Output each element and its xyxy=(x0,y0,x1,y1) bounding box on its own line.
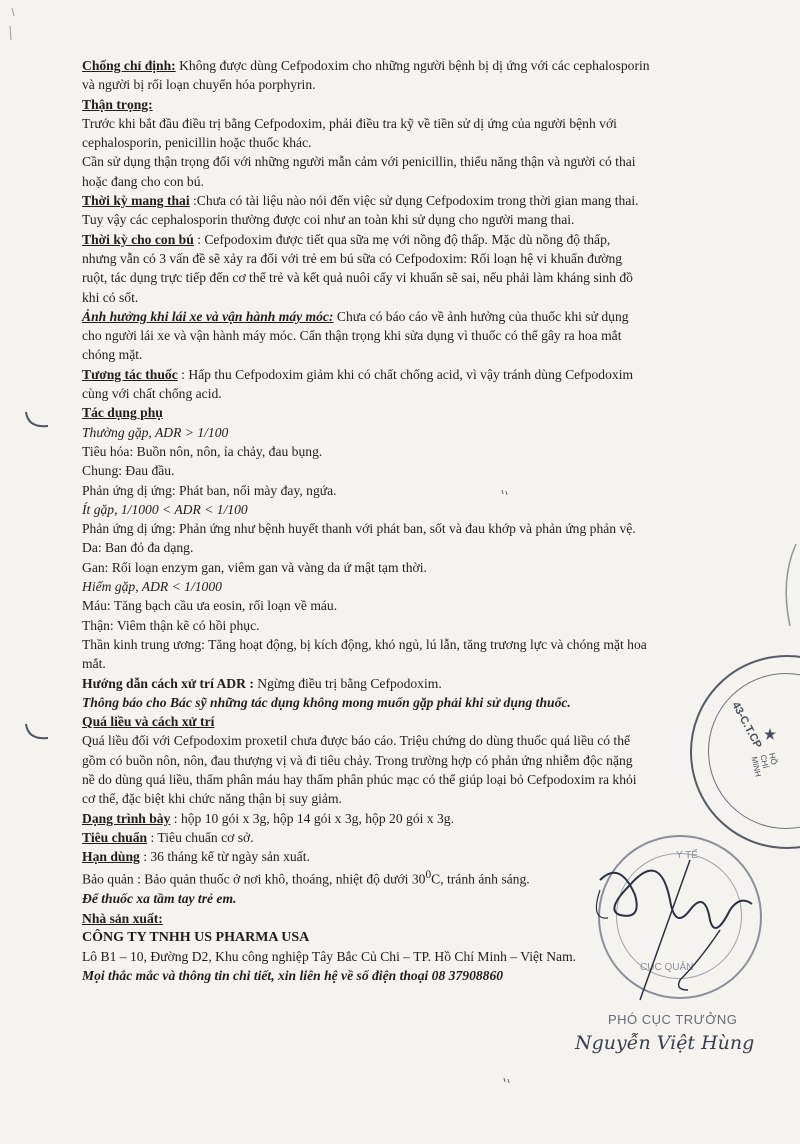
adr-section xyxy=(82,674,722,693)
interactions-line-2: cùng với chất chống acid. xyxy=(82,386,222,402)
adr-heading: Hướng dẫn cách xử trí ADR : xyxy=(82,675,254,691)
seal-star-icon xyxy=(764,728,776,740)
official-name: Nguyễn Việt Hùng xyxy=(575,1032,755,1054)
pregnancy-heading: Thời kỳ mang thai xyxy=(82,193,190,209)
side-effects-uncommon-item: Da: Ban đỏ đa dạng. xyxy=(82,540,194,556)
signature xyxy=(580,840,760,1010)
side-effects-common-label: Thường gặp, ADR > 1/100 xyxy=(82,424,229,440)
adr-text: Ngừng điều trị bằng Cefpodoxim. xyxy=(253,675,442,691)
precautions-line-1: Trước khi bắt đầu điều trị bằng Cefpodoxim, phải điều tra kỹ về tiền sử dị ứng của người bệnh với xyxy=(82,115,617,131)
contraindications-heading: Chống chỉ định: xyxy=(82,58,176,73)
storage-text-after: C, tránh ánh sáng. xyxy=(431,872,530,887)
contraindications-line-1: Không được dùng Cefpodoxim cho những người bệnh bị dị ứng với các cephalosporin xyxy=(175,58,650,73)
breastfeeding-line-2: nhưng vẫn có 3 vấn đề sẽ xảy ra đối với trẻ em bú sữa có Cefpodoxim: Rối loạn hệ vi khuẩn đường xyxy=(82,250,623,266)
side-effects-rare-item: Máu: Tăng bạch cầu ưa eosin, rối loạn về máu. xyxy=(82,598,338,614)
overdose-line-1: Quá liều đối với Cefpodoxim proxetil chưa được báo cáo. Triệu chứng do dùng thuốc quá liều có thể xyxy=(82,733,631,749)
scan-mark-left-upper xyxy=(22,408,52,434)
scan-mark-right-edge xyxy=(760,540,800,630)
side-effects-rare-item: Thần kinh trung ương: Tăng hoạt động, bị kích động, khó ngủ, lú lẫn, tăng trương lực và chóng mặt hoa xyxy=(82,636,647,652)
interactions-section xyxy=(82,365,722,384)
interactions-line-1: : Hấp thu Cefpodoxim giảm khi có chất chống acid, vì vậy tránh dùng Cefpodoxim xyxy=(177,366,634,382)
seal-city: HỒ CHÍ MINH xyxy=(749,752,779,778)
pregnancy-line-1: :Chưa có tài liệu nào nói đến việc sử dụng Cefpodoxim trong thời gian mang thai. xyxy=(189,193,639,209)
breastfeeding-line-1: : Cefpodoxim được tiết qua sữa mẹ với nồng độ thấp. Mặc dù nồng độ thấp, xyxy=(193,231,611,247)
driving-line-2: cho người lái xe và vận hành máy móc. Cẩn thận trọng khi sửa dụng vì thuốc có thể gây ra hoa mắt xyxy=(82,328,622,344)
contraindications-section xyxy=(82,56,722,75)
side-effects-uncommon-label: Ít gặp, 1/1000 < ADR < 1/100 xyxy=(82,501,248,517)
driving-line-1: Chưa có báo cáo về ảnh hưởng của thuốc khi sử dụng xyxy=(333,308,629,324)
packaging-heading: Dạng trình bày xyxy=(82,810,171,826)
seal-lower-text: Y TẾ xyxy=(676,850,698,861)
seal-lower-bottom: CỤC QUẢN xyxy=(640,962,694,973)
driving-section xyxy=(82,307,722,326)
driving-heading: Ảnh hưởng khi lái xe và vận hành máy móc: xyxy=(82,308,334,324)
notify-doctor-note: Thông báo cho Bác sỹ những tác dụng không mong muốn gặp phải khi sử dụng thuốc. xyxy=(82,694,571,710)
manufacturer-company: CÔNG TY TNHH US PHARMA USA xyxy=(82,929,310,945)
scan-mark-left-lower xyxy=(22,720,52,746)
overdose-heading: Quá liều và cách xử trí xyxy=(82,714,215,730)
pregnancy-line-2: Tuy vậy các cephalosporin thường được coi như an toàn khi sử dụng cho người mang thai. xyxy=(82,212,575,228)
children-warning: Để thuốc xa tầm tay trẻ em. xyxy=(82,891,237,907)
standard-heading: Tiêu chuẩn xyxy=(82,829,148,845)
expiry-heading: Hạn dùng xyxy=(82,849,140,865)
side-effects-rare-item: mắt. xyxy=(82,656,106,672)
precautions-line-2: cephalosporin, penicillin hoặc thuốc khác. xyxy=(82,135,312,151)
storage-label: Bảo quản xyxy=(82,872,134,887)
storage-degree: 0 xyxy=(425,869,432,882)
contraindications-line-2: và người bị rối loạn chuyển hóa porphyrin. xyxy=(82,77,316,93)
side-effects-rare-item: Thận: Viêm thận kẽ có hồi phục. xyxy=(82,617,260,633)
side-effects-rare-label: Hiếm gặp, ADR < 1/1000 xyxy=(82,579,222,595)
packaging-section xyxy=(82,809,722,828)
seal-text: 43-C.T.CP xyxy=(729,700,764,751)
side-effects-common-item: Chung: Đau đầu. xyxy=(82,463,175,479)
expiry-text: : 36 tháng kể từ ngày sản xuất. xyxy=(139,849,310,865)
scan-speck xyxy=(502,1076,512,1086)
interactions-heading: Tương tác thuốc xyxy=(82,366,178,382)
breastfeeding-section xyxy=(82,230,722,249)
storage-text: : Bảo quản thuốc ở nơi khô, thoáng, nhiệt độ dưới 30 xyxy=(133,872,426,887)
side-effects-common-item: Tiêu hóa: Buồn nôn, nôn, ỉa chảy, đau bụng. xyxy=(82,443,323,459)
manufacturer-heading: Nhà sản xuất: xyxy=(82,910,163,926)
standard-text: : Tiêu chuẩn cơ sở. xyxy=(147,829,254,845)
overdose-line-4: cơ thể, đặc biệt khi chức năng thận bị suy giảm. xyxy=(82,791,342,807)
precautions-line-3: Cần sử dụng thận trọng đối với những người mẫn cảm với penicillin, thiểu năng thận và người có thai xyxy=(82,154,636,170)
side-effects-uncommon-item: Gan: Rối loạn enzym gan, viêm gan và vàng da ứ mật tạm thời. xyxy=(82,559,427,575)
packaging-text: : hộp 10 gói x 3g, hộp 14 gói x 3g, hộp 20 gói x 3g. xyxy=(170,810,454,826)
scan-speck xyxy=(500,488,510,498)
side-effects-uncommon-item: Phản ứng dị ứng: Phản ứng như bệnh huyết thanh với phát ban, sốt và đau khớp và phản ứng phản vệ. xyxy=(82,521,636,537)
precautions-heading: Thận trọng: xyxy=(82,96,153,112)
side-effects-common-item: Phản ứng dị ứng: Phát ban, nổi mày đay, ngứa. xyxy=(82,482,337,498)
pregnancy-section xyxy=(82,191,722,210)
breastfeeding-heading: Thời kỳ cho con bú xyxy=(82,231,194,247)
overdose-line-3: nề do dùng quá liều, thẩm phân máu hay thẩm phân phúc mạc có thể giúp loại bỏ Cefpodoxim ra khỏi xyxy=(82,771,637,787)
manufacturer-address: Lô B1 – 10, Đường D2, Khu công nghiệp Tây Bắc Củ Chi – TP. Hồ Chí Minh – Việt Nam. xyxy=(82,949,577,965)
official-title: PHÓ CỤC TRƯỞNG xyxy=(608,1012,738,1027)
precautions-line-4: hoặc đang cho con bú. xyxy=(82,173,204,189)
side-effects-heading: Tác dụng phụ xyxy=(82,405,163,421)
overdose-line-2: gồm có buồn nôn, nôn, đau thượng vị và đi tiêu chảy. Trong trường hợp có phản ứng nhiễm độc nặng xyxy=(82,752,633,768)
scan-mark-top-left xyxy=(6,6,26,46)
manufacturer-contact: Mọi thắc mắc và thông tin chi tiết, xin liên hệ về số điện thoại 08 37908860 xyxy=(82,968,504,984)
breastfeeding-line-3: ruột, tác dụng trực tiếp đến cơ thể trẻ và kết quả nuôi cấy vi khuẩn sẽ sai, nếu phải làm kháng sinh đồ xyxy=(82,270,633,286)
breastfeeding-line-4: khi có sốt. xyxy=(82,289,139,305)
driving-line-3: chóng mặt. xyxy=(82,347,143,363)
